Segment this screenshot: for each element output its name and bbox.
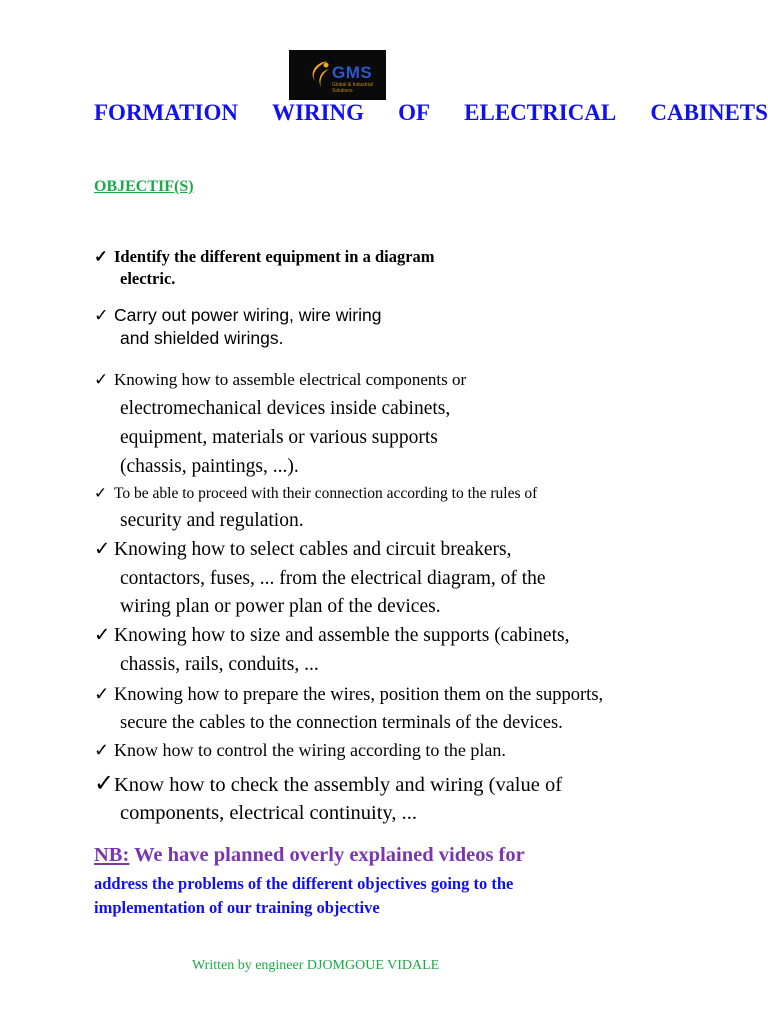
objective-line: security and regulation. (120, 510, 304, 531)
title-word: WIRING (272, 100, 365, 125)
objective-line: electromechanical devices inside cabinets, (120, 398, 451, 419)
objective-line: secure the cables to the connection terminals of the devices. (120, 713, 563, 733)
objective-line: (chassis, paintings, ...). (120, 456, 299, 477)
gms-logo (289, 50, 386, 100)
page-title (94, 100, 768, 126)
objective-line: ✓ Knowing how to size and assemble the supports (cabinets, (94, 622, 569, 651)
checkmark-icon: ✓ (94, 685, 110, 705)
title-word: ELECTRICAL (464, 100, 617, 125)
objective-item (94, 622, 569, 679)
checkmark-icon: ✓ (94, 247, 108, 266)
title-word: CABINETS (650, 100, 768, 125)
swoosh-icon (307, 59, 333, 91)
nb-label: NB: (94, 844, 130, 866)
objective-line: electric. (120, 269, 176, 288)
objective-line: wiring plan or power plan of the devices. (120, 596, 441, 617)
objective-line: ✓ Carry out power wiring, wire wiring (94, 305, 382, 325)
nb-line: address the problems of the different objectives going to the (94, 874, 514, 893)
logo-tagline: Global & Industrial Solutions (332, 82, 373, 94)
checkmark-icon: ✓ (94, 771, 115, 797)
objective-line: ✓ Knowing how to prepare the wires, position them on the supports, (94, 681, 603, 709)
title-word: FORMATION (94, 100, 238, 125)
objective-line: contactors, fuses, ... from the electrical diagram, of the (120, 567, 546, 589)
objective-item (94, 738, 506, 763)
objective-line: ✓ Knowing how to assemble electrical components or (94, 365, 466, 394)
objective-line: ✓Know how to check the assembly and wiring (value of (94, 771, 563, 797)
objective-item (94, 681, 603, 737)
logo-text: GMS (332, 63, 373, 82)
author-footer: Written by engineer DJOMGOUE VIDALE (192, 958, 440, 973)
nb-line: implementation of our training objective (94, 898, 380, 917)
objective-line: ✓ Identify the different equipment in a diagram (94, 247, 435, 266)
objective-item (94, 770, 562, 827)
checkmark-icon: ✓ (94, 305, 109, 325)
nb-text: We have planned overly explained videos for (129, 844, 525, 866)
objective-item (94, 246, 435, 290)
checkmark-icon: ✓ (94, 539, 111, 560)
objective-item (94, 480, 537, 534)
objective-item (94, 304, 381, 350)
objectives-heading: OBJECTIF(S) (94, 178, 194, 195)
objective-item (94, 365, 466, 481)
title-word: OF (398, 100, 431, 125)
objective-line: ✓ Know how to control the wiring according to the plan. (94, 738, 506, 763)
objective-line: ✓ To be able to proceed with their connection according to the rules of (94, 480, 537, 507)
objective-line: equipment, materials or various supports (120, 427, 438, 448)
nb-note (94, 844, 525, 867)
objective-line: and shielded wirings. (120, 328, 284, 348)
objective-line: ✓ Knowing how to select cables and circuit breakers, (94, 536, 546, 565)
checkmark-icon: ✓ (94, 625, 111, 646)
checkmark-icon: ✓ (94, 485, 107, 502)
objective-line: chassis, rails, conduits, ... (120, 653, 319, 675)
objective-item (94, 536, 546, 622)
objective-line: components, electrical continuity, ... (120, 802, 417, 824)
checkmark-icon: ✓ (94, 370, 109, 389)
checkmark-icon: ✓ (94, 740, 110, 760)
